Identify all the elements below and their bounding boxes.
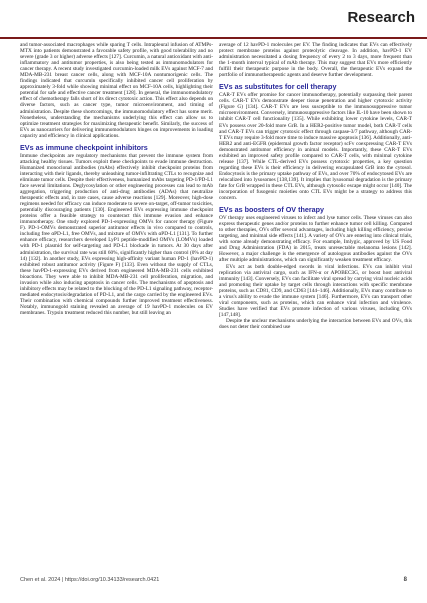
section-label: Research <box>347 9 415 26</box>
paragraph: CAR-T EVs offer promise for cancer immunotherapy, potentially surpassing their parent cells. CAR-T EVs demonstrate deeper tissue penetration and higher cytotoxic activity (Figure G) [134]. CAR-T EVs are less susceptible to the immunosuppressive tumor microenvironment. Conversely, immunosuppressive factors like IL-10 have been shown to inhibit CAR-T cell functionality [135]. While exhibiting lower cytokine levels, CAR-T EVs possess over 20-fold more GrB. In a HER2-positive tumor model, both CAR-T cells and CAR-T EVs can trigger cytotoxic effect through caspase-3/7 pathway, although CAR-T EVs may require 3-fold more time to induce massive apoptosis [136]. Additionally, anti-HER2 and anti-EGFR (epidermal growth factor receptor) scFv coexpressing CAR-T EVs demonstrated antitumor efficiency in animal models. Importantly, these CAR-T EVs exhibited an improved safety profile compared to CAR-T cells, with minimal cytokine release [137]. While CTL-derived EVs possess cytotoxic properties, a key question regarding these EVs is their efficiency in delivering encapsulated GrB into the cytosol. Endocytosis is the primary uptake pathway of EVs, and over 70% of endocytosed EVs are relocalized into lysosomes [138,139]. It implies that lysosomal degradation is the primary fate for GrB wrapped in these CTL EVs, although cytosolic escape might occur [140]. The incorporation of fusogenic moieties onto CTL EVs might be a strategy to address this concern. <box>219 92 412 202</box>
section-heading: EVs as immune checkpoint inhibitors <box>20 142 148 152</box>
paragraph: OV therapy uses engineered viruses to infect and lyse tumor cells. These viruses can also express therapeutic genes and/or proteins to further enhance tumor cell killing. Compared to other therapies, OVs offer several advantages, including high killing efficiency, precise targeting, and minimal side effects [141]. A variety of OVs are entering into clinical trials, with some already demonstrating efficacy. For example, Imlygic, approved by US Food and Drug Administration (FDA) in 2015, treats unresectable melanoma lesions [142]. However, a major challenge is the emergence of autologous antibodies against the OVs after multiple administrations, which can significantly weaken treatment efficacy. <box>219 215 412 264</box>
section-heading: EVs as substitutes for cell therapy <box>219 82 337 92</box>
paragraph: average of 12 havPD-1 molecules per EV. The finding indicates that EVs can effectively protect membrane proteins against proteolytic cleavage. In addition, havPD-1 EV administration necessitated a dosing frequency of every 2 to 3 days, more frequent than the 1-month interval typical of mAb therapy. This may suggest that EVs more efficiently fulfill their therapeutic purpose in the body. Overall, the therapeutic EVs expand the portfolio of immunotherapeutic agents and deserve further development. <box>219 42 412 79</box>
page-header <box>0 0 427 39</box>
paragraph: Despite the unclear mechanisms underlying the interaction between EVs and OVs, this does not deter their combined use <box>219 317 412 330</box>
citation-link[interactable]: Chen et al. 2024 | https://doi.org/10.34133/research.0421 <box>20 577 160 583</box>
paragraph: and tumor-associated macrophages while sparing T cells. Intrapleural infusion of ATMPs-MTX into patients demonstrated a favorable safety profile, with good tolerability and no severe (grade 3 or higher) adverse effects [127]. Curcumin, a natural antioxidant with anti-inflammatory and antitumor properties, is also being tested as immunomodulators for cancer therapy. A recent study investigated curcumin-loaded milk EVs against MCF-7 and MDA-MB-231 breast cancer cells, along with MCF-10A nontumorigenic cells. The findings indicated that curcumin specifically inhibited cancer cell proliferation by approximately 3-fold while showing minimal effect on MCF-10A cells, highlighting their potential for safe and effective cancer treatment [128]. In general, the immunomodulatory effect of chemotherapy falls short of its direct cytotoxic action. This effect also depends on diverse factors, such as cancer type, tumor microenvironment, and timing of administration. Despite these shortcomings, the immunomodulatory effect has some merit. Nonetheless, understanding the mechanisms underlying this effect can allow us to optimize treatment strategies for maximizing therapeutic benefit. Similarly, the success of EVs as nanocarriers for delivering immunomodulators hinges on improvements in loading capacity and efficiency in clinical applications. <box>20 42 213 139</box>
paragraph: Immune checkpoints are regulatory mechanisms that prevent the immune system from attacking healthy tissues. Tumors exploit these checkpoints to evade immune destruction. Humanized monoclonal antibodies (mAbs) effectively inhibit checkpoint proteins from interacting with their ligands, thereby unleashing tumor-infiltrating CTLs to recognize and eliminate tumor cells. Despite their effectiveness, humanized mAbs targeting PD-1/PD-L1 face several limitations. Deglycosylation or other engineering processes can lead to mAb aggregation, triggering production of anti-drug antibodies (ADAs) that neutralize therapeutic effects and, in rare cases, cause adverse reactions [129]. Moreover, high-dose regimens needed for efficacy can induce moderate to severe on-target, off-tumor toxicities, potentially discouraging patients [130]. Engineered EVs expressing immune checkpoint proteins offer a feasible strategy to counteract this immune evasion and enhance immunotherapy. One study explored PD-1-expressing OMVs for cancer therapy (Figure F). PD-1-OMVs demonstrated superior antitumor effects in vivo compared to controls, including free αPD-L1, free OMVs, and mixture of OMVs with αPD-L1 [131]. To further enhance efficacy, researchers developed LyP1 peptide-modified OMVs (LOMVs) loaded with PD-1 plasmid for self-targeting and PD-L1 blockade in tumors. At 30 days after administration, the survival rate was still 60%, significantly higher than control (0% at day 14) [132]. In another study, EVs expressing high-affinity variant human PD-1 (havPD-1) exhibited robust antitumor activity (Figure F) [133]. Even without the supply of CTLs, these havPD-1-expressing EVs derived from engineered MDA-MB-231 cells exhibited bioactions. They were able to inhibit MDA-MB-231 cell proliferation, migration, and invasion while also inducing apoptosis in cancer cells. The mechanisms of apoptosis and inhibitory effects may be related to the blocking of the PD-L1 signaling pathway, receptor-mediated endocytosis/degradation of PD-L1, and the cargo carried by the engineered EVs. Their combination with chemical compounds further improved treatment effectiveness. Notably, immunogold staining revealed an average of 19 havPD-1 molecules on EV membranes. Trypsin treatment reduced this number, but still leaving an <box>20 152 213 316</box>
page-number: 8 <box>403 577 407 583</box>
right-column <box>219 42 412 562</box>
paragraph: EVs act as both double-edged swords in viral infections. EVs can inhibit viral replication via antiviral cargo, such as IFN-α or APOBEC3G, or boost host antiviral immunity [143]. Conversely, EVs can facilitate viral spread by carrying viral nucleic acids and promoting their uptake by target cells through interactions with specific membrane proteins, such as CD81, CD9, and CD63 [144–146]. Additionally, EVs many contribute to a virus's ability to evade the immune system [146]. Furthermore, EVs can transport other viral components, such as proteins, which can enhance viral infection and virulence. Studies have verified that EVs promote infection of various viruses, including OVs [147,148]. <box>219 263 412 318</box>
left-column <box>20 42 213 562</box>
page-footer <box>20 577 415 587</box>
section-heading: EVs as boosters of OV therapy <box>219 205 325 215</box>
